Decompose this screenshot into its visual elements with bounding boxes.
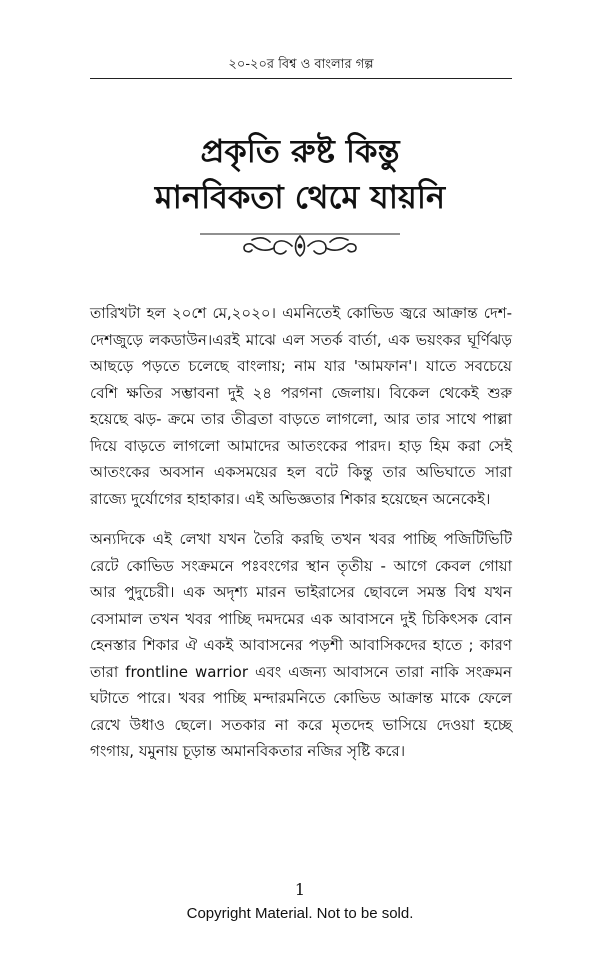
chapter-title-line-2: মানবিকতা থেমে যায়নি (154, 178, 446, 216)
paragraph: অন্যদিকে এই লেখা যখন তৈরি করছি তখন খবর পাচ্ছি পজিটিভিটি রেটে কোভিড সংক্রমনে পঃবংগের স্থান তৃতীয় - আগে কেবল গোয়া আর পুদুচেরী। এক অদৃশ্য মারন ভাইরাসের ছোবলে সমস্ত বিশ্ব যখন বেসামাল তখন খবর পাচ্ছি দমদমের এক আবাসনে দুই চিকিৎসক বোন হেনস্তার শিকার ঐ একই আবাসনের পড়শী আবাসিকদের হাতে ; কারণ তারা frontline warrior এবং এজন্য আবাসনে তারা নাকি সংক্রমন ঘটাতে পারে। খবর পাচ্ছি মন্দারমনিতে কোভিড আক্রান্ত মাকে ফেলে রেখে উধাও ছেলে। সতকার না করে মৃতদেহ ভাসিয়ে দেওয়া হচ্ছে গংগায়, যমুনায় চূড়ান্ত অমানবিকতার নজির সৃষ্টি করে। (90, 530, 512, 760)
flourish-icon (200, 226, 400, 262)
page-number: 1 (294, 880, 306, 899)
running-header: ২০-২০র বিশ্ব ও বাংলার গল্প (228, 57, 374, 72)
copyright-footer: Copyright Material. Not to be sold. (186, 905, 414, 922)
chapter-title (60, 128, 540, 220)
paragraph: তারিখটা হল ২০শে মে,২০২০। এমনিতেই কোভিড জ্বরে আক্রান্ত দেশ-দেশজুড়ে লকডাউন।এরই মাঝে এল সতর্ক বার্তা, এক ভয়ংকর ঘূর্ণিঝড় আছড়ে পড়তে চলেছে বাংলায়; নাম যার 'আমফান'। যাতে সবচেয়ে বেশি ক্ষতির সম্ভাবনা দুই ২৪ পরগনা জেলায়। বিকেল থেকেই শুরু হয়েছে ঝড়- ক্রমে তার তীব্রতা বাড়তে লাগলো, আর তার সাথে পাল্লা দিয়ে বাড়তে লাগলো আমাদের আতংকের পারদ। হাড় হিম করা সেই আতংকের অবসান একসময়ের হল বটে কিন্তু তার অভিঘাতে সারা রাজ্যে দুর্যোগের হাহাকার। এই অভিজ্ঞতার শিকার হয়েছেন অনেকেই। (90, 304, 512, 508)
body-text (90, 300, 512, 779)
chapter-title-line-1: প্রকৃতি রুষ্ট কিন্তু (200, 132, 400, 170)
header-rule (90, 78, 512, 79)
